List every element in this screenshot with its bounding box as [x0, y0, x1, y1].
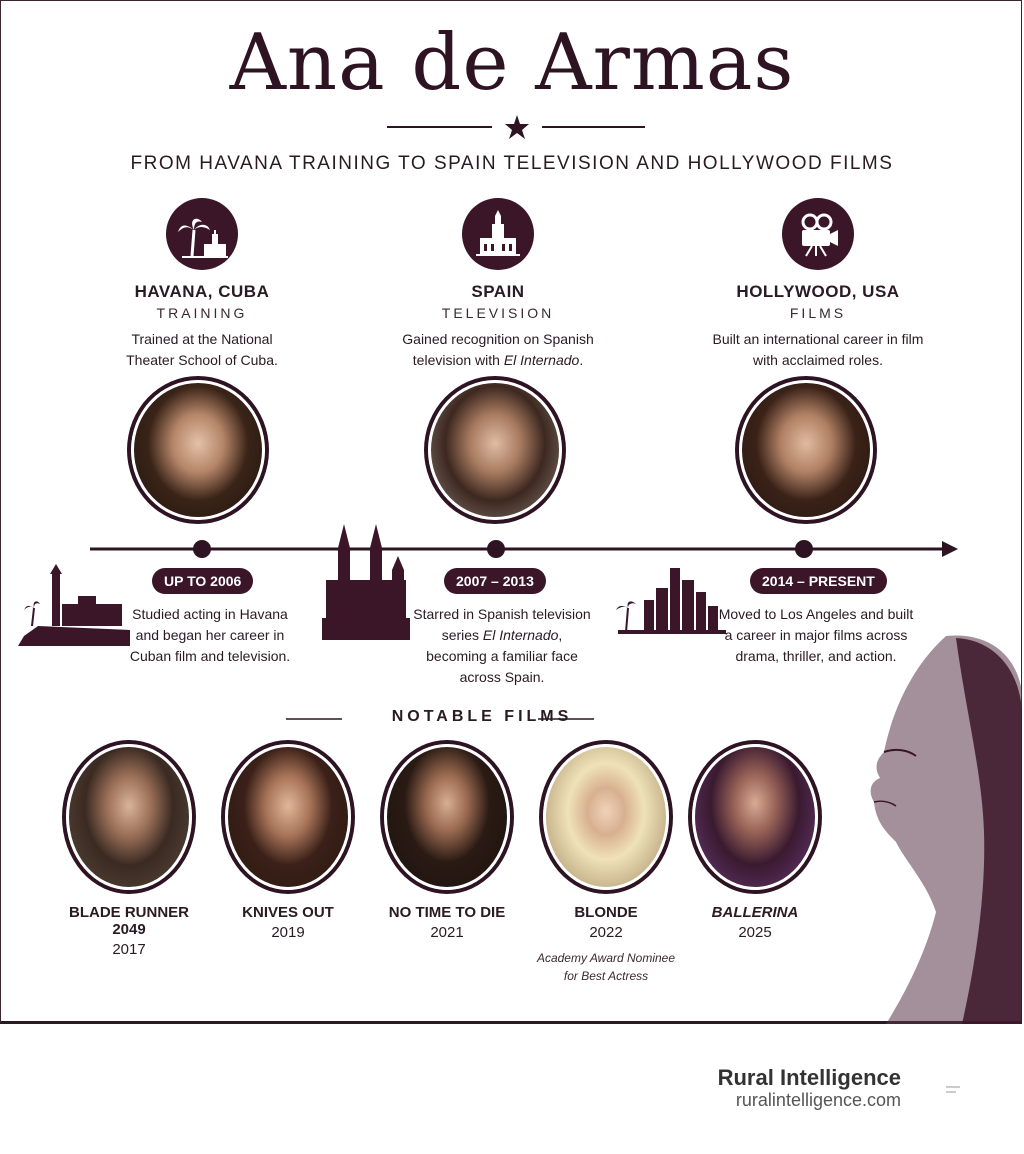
- footer-brand: Rural Intelligence: [717, 1065, 901, 1090]
- films-heading: NOTABLE FILMS: [391, 708, 573, 725]
- era-title: HOLLYWOOD, USA: [736, 282, 900, 301]
- era-spain: [348, 198, 648, 371]
- film-year: 2019: [271, 924, 305, 941]
- palm-tree-building-icon: [166, 198, 238, 270]
- film-name: BALLERINA: [711, 904, 799, 921]
- film-camera-icon: [782, 198, 854, 270]
- title-divider: [0, 112, 1024, 142]
- timeline-arrow-icon: [942, 541, 958, 557]
- film-year: 2017: [112, 941, 146, 958]
- film-award-note: Academy Award Nominee for Best Actress: [536, 951, 676, 983]
- era-subtitle: TELEVISION: [441, 305, 555, 321]
- film-portrait: [539, 740, 673, 894]
- film-portrait: [221, 740, 355, 894]
- page-subtitle: FROM HAVANA TRAINING TO SPAIN TELEVISION AND HOLLYWOOD FILMS: [130, 153, 894, 174]
- era-description: Trained at the National Theater School of Cuba.: [126, 331, 278, 368]
- portrait-havana: [127, 376, 269, 524]
- film-name: BLONDE: [574, 904, 638, 921]
- los-angeles-skyline-icon: [614, 566, 726, 636]
- star-icon: [505, 115, 529, 139]
- film-year: 2021: [430, 924, 464, 941]
- film-card: [54, 740, 204, 958]
- timeline-dot: [193, 540, 211, 558]
- timeline-dot: [795, 540, 813, 558]
- film-portrait: [62, 740, 196, 894]
- era-description: Gained recognition on Spanish television with El Internado.: [402, 331, 594, 368]
- era-title: HAVANA, CUBA: [134, 282, 270, 301]
- film-card: [531, 740, 681, 985]
- era-description: Built an international career in film with acclaimed roles.: [712, 331, 924, 368]
- spain-cathedral-icon: [320, 520, 412, 644]
- timeline-dot: [487, 540, 505, 558]
- film-name: NO TIME TO DIE: [388, 904, 506, 921]
- period-description: Moved to Los Angeles and built a career in major films across drama, thriller, and action.: [718, 606, 914, 664]
- period-badge: UP TO 2006: [152, 568, 253, 594]
- film-portrait: [688, 740, 822, 894]
- timeline-axis: [0, 530, 1024, 570]
- era-title: SPAIN: [471, 282, 525, 301]
- era-hollywood: [668, 198, 968, 371]
- period-badge: 2014 – PRESENT: [750, 568, 887, 594]
- film-card: [213, 740, 363, 941]
- page-title: Ana de Armas: [229, 18, 795, 108]
- brand-logo-icon: [944, 1083, 962, 1097]
- film-name: BLADE RUNNER 2049: [69, 904, 189, 938]
- film-year: 2022: [589, 924, 623, 941]
- portrait-spain: [424, 376, 566, 524]
- era-subtitle: FILMS: [789, 305, 847, 321]
- film-card: [372, 740, 522, 941]
- spanish-building-icon: [462, 198, 534, 270]
- footer-url[interactable]: ruralintelligence.com: [735, 1090, 901, 1110]
- film-year: 2025: [738, 924, 772, 941]
- portrait-hollywood: [735, 376, 877, 524]
- era-havana: [52, 198, 352, 371]
- film-portrait: [380, 740, 514, 894]
- era-subtitle: TRAINING: [156, 305, 248, 321]
- period-description: Studied acting in Havana and began her career in Cuban film and television.: [129, 606, 291, 664]
- film-name: KNIVES OUT: [242, 904, 334, 921]
- profile-illustration: [866, 632, 1022, 1024]
- havana-skyline-icon: [18, 560, 130, 650]
- film-card: [680, 740, 830, 941]
- period-badge: 2007 – 2013: [444, 568, 546, 594]
- period-description: Starred in Spanish television series El Internado, becoming a familiar face across Spain.: [413, 606, 591, 685]
